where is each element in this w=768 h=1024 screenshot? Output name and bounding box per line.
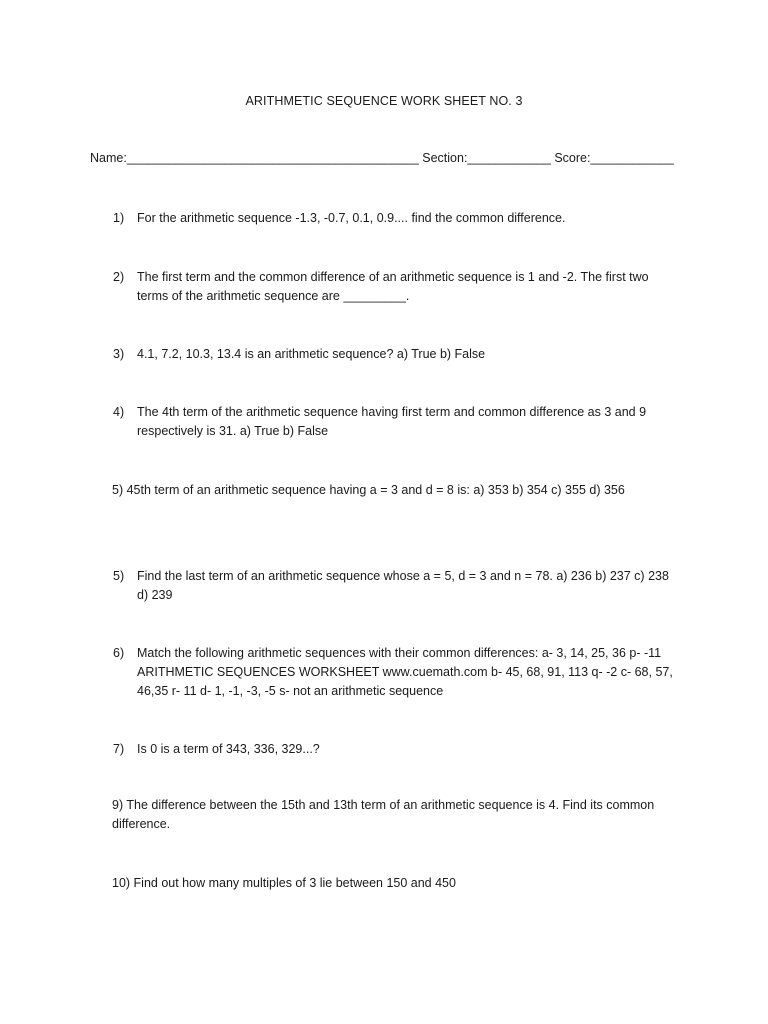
question-text: For the arithmetic sequence -1.3, -0.7, 0.1, 0.9.... find the common difference.	[137, 211, 566, 225]
question-text: Match the following arithmetic sequences with their common differences: a- 3, 14, 25, 36 p- -11 ARITHMETIC SEQUENCES WORKSHEET www.cuemath.com b- 45, 68, 91, 113 q- -2 c- 68, 57, 46,35 r- 11 d- 1, -1, -3, -5 s- not an arithmetic sequence	[137, 646, 673, 698]
question-7	[113, 740, 673, 759]
question-text: Find the last term of an arithmetic sequence whose a = 5, d = 3 and n = 78. a) 236 b) 237 c) 238 d) 239	[137, 569, 669, 602]
question-2	[113, 268, 673, 306]
question-number: 6)	[113, 646, 125, 660]
question-number: 3)	[113, 347, 125, 361]
name-section-score-line: Name:__________________________________________ Section:____________ Score:____________	[90, 151, 674, 165]
question-5a	[112, 481, 692, 500]
question-5b	[113, 567, 673, 605]
question-text: The 4th term of the arithmetic sequence having first term and common difference as 3 and 9 respectively is 31. a) True b) False	[137, 405, 647, 438]
question-text: 5) 45th term of an arithmetic sequence having a = 3 and d = 8 is: a) 353 b) 354 c) 355 d) 356	[112, 483, 625, 497]
question-1	[113, 209, 673, 228]
question-9	[112, 796, 672, 834]
question-text: 9) The difference between the 15th and 13th term of an arithmetic sequence is 4. Find its common difference.	[112, 798, 655, 831]
question-number: 4)	[113, 405, 125, 419]
question-text: 4.1, 7.2, 10.3, 13.4 is an arithmetic sequence? a) True b) False	[137, 347, 486, 361]
question-number: 7)	[113, 742, 125, 756]
question-4	[113, 403, 673, 441]
question-number: 1)	[113, 211, 125, 225]
worksheet-title: ARITHMETIC SEQUENCE WORK SHEET NO. 3	[245, 94, 523, 108]
question-text: The first term and the common difference of an arithmetic sequence is 1 and -2. The first two terms of the arithmetic sequence are _________.	[137, 270, 649, 303]
question-3	[113, 345, 673, 364]
question-text: Is 0 is a term of 343, 336, 329...?	[137, 742, 320, 756]
question-10	[112, 874, 672, 893]
question-number: 2)	[113, 270, 125, 284]
question-text: 10) Find out how many multiples of 3 lie between 150 and 450	[112, 876, 456, 890]
question-number: 5)	[113, 569, 125, 583]
question-6	[113, 644, 673, 701]
